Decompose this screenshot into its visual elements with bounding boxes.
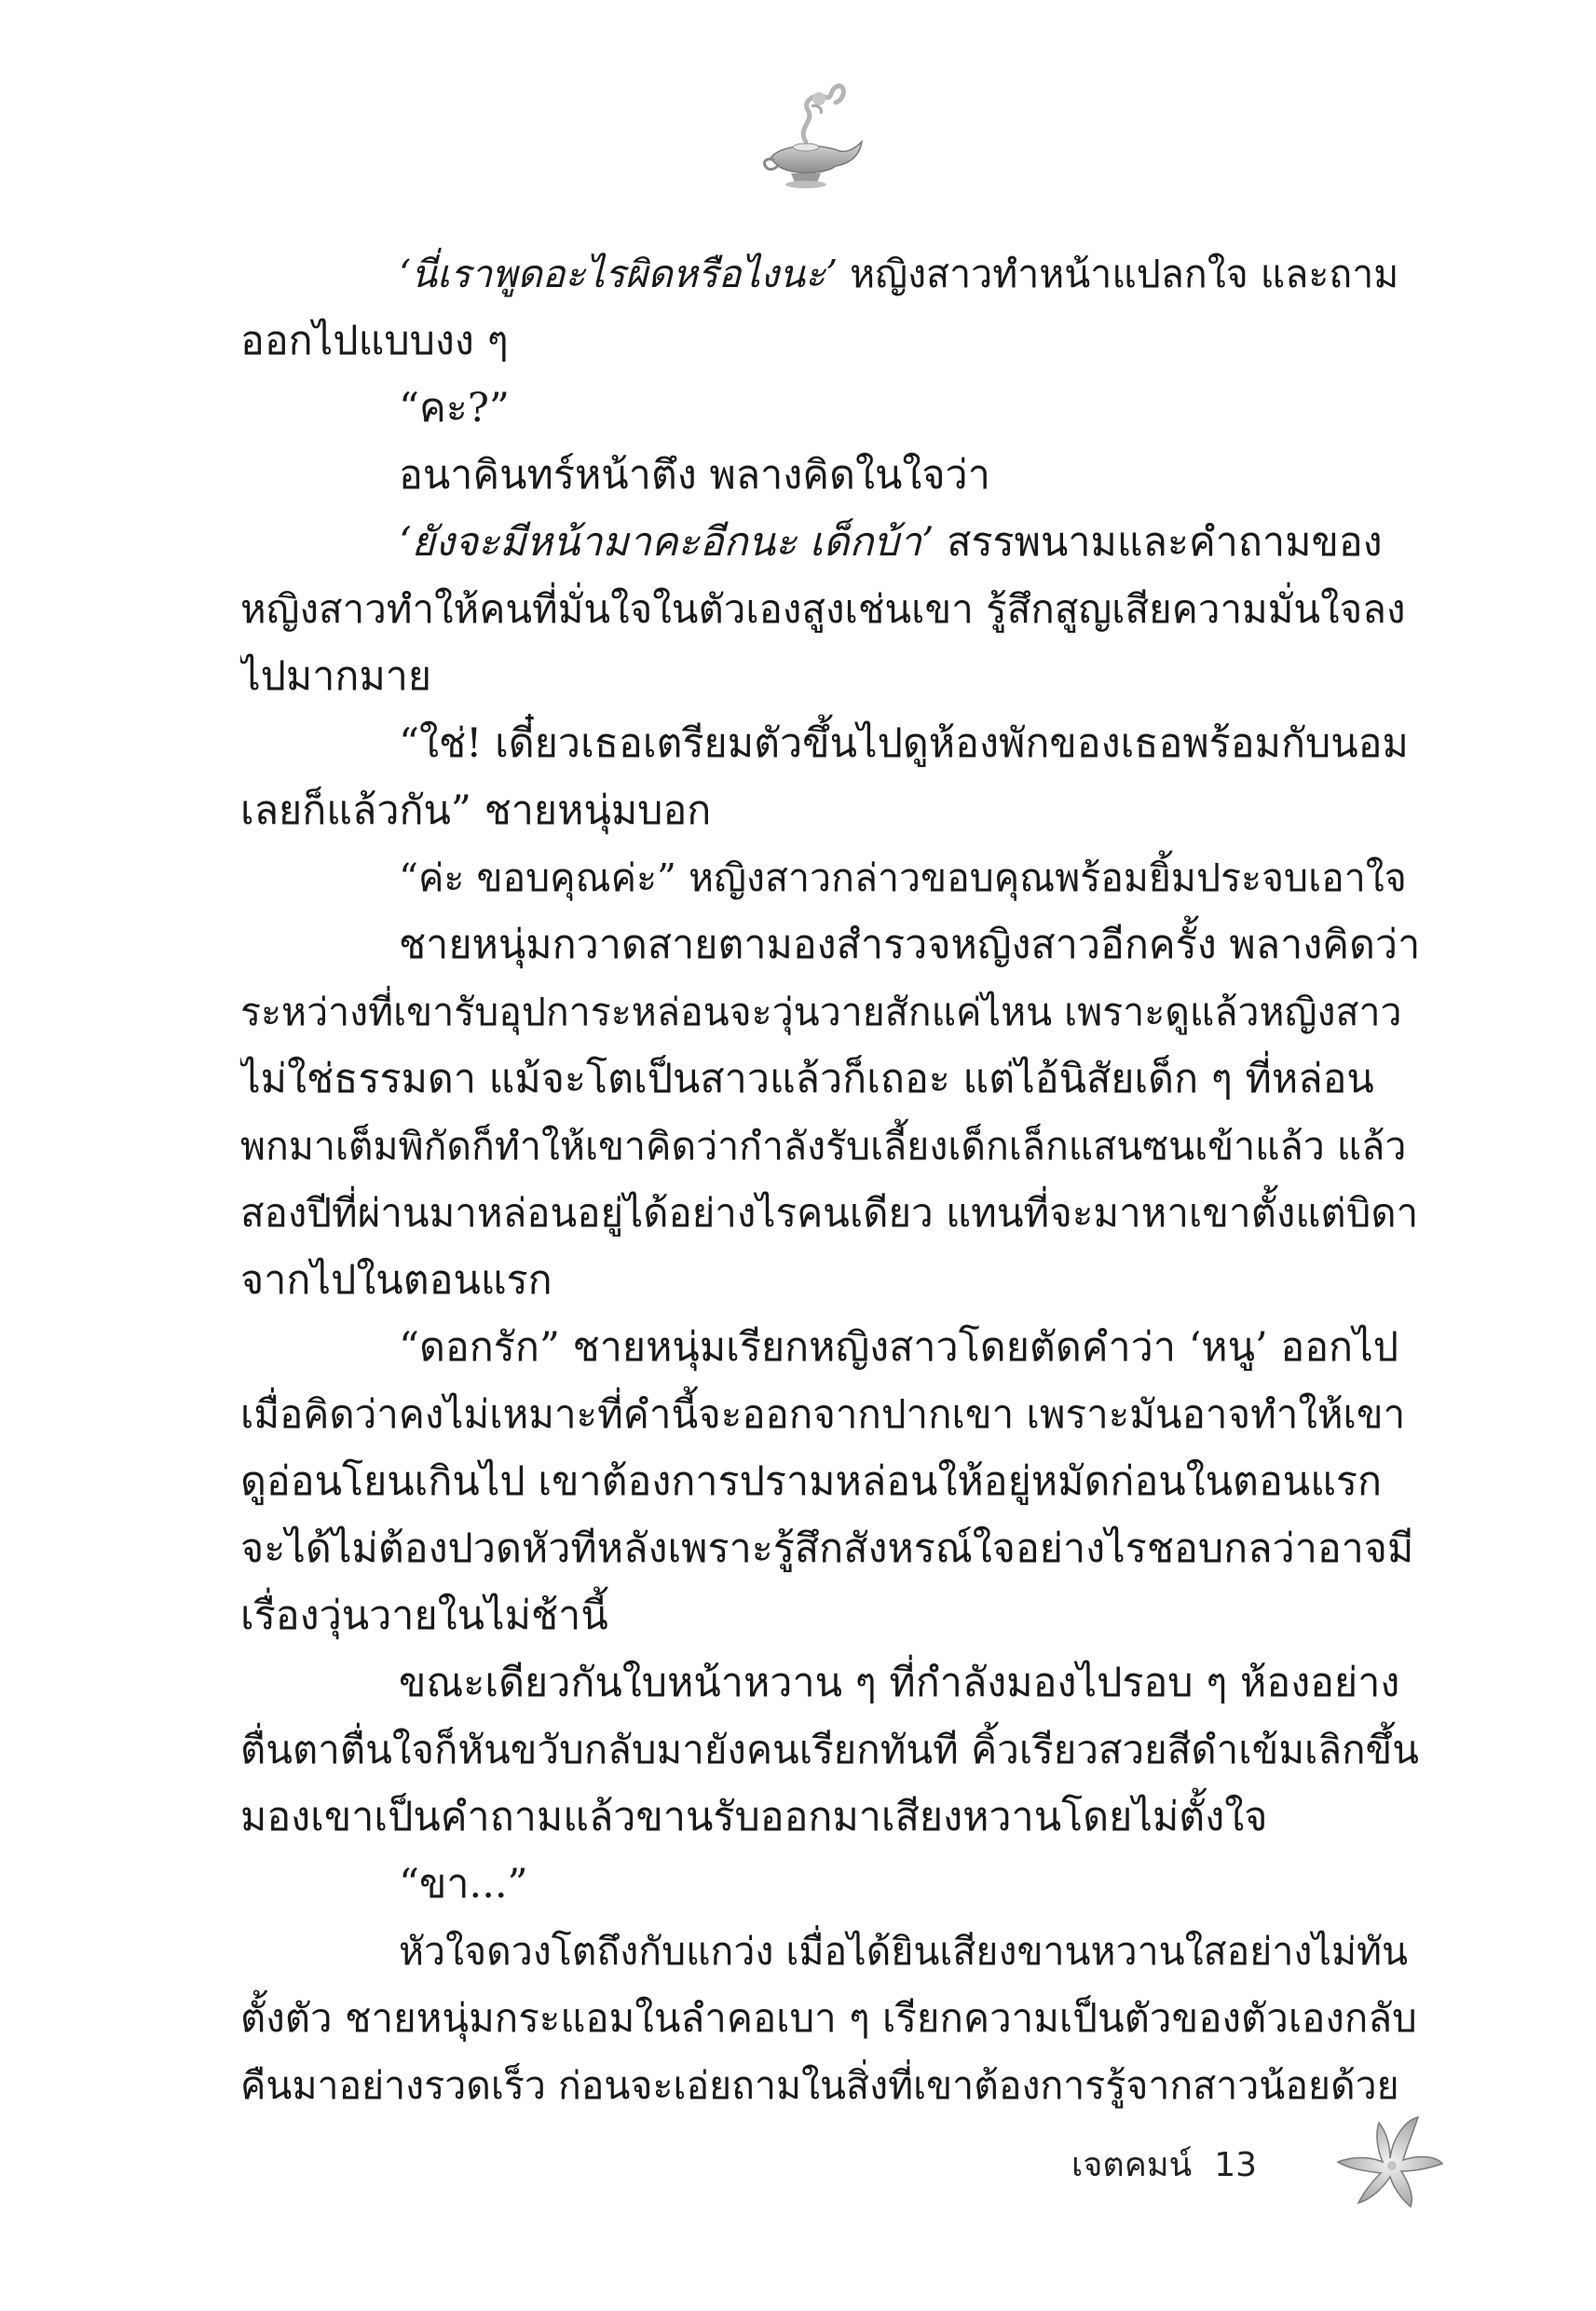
line-text: ขณะเดียวกันใบหน้าหวาน ๆ ที่กำลังมองไปรอบ ๆ ห้องอย่าง	[399, 1660, 1400, 1706]
line-text: พกมาเต็มพิกัดก็ทำให้เขาคิดว่ากำลังรับเลี้ยงเด็กเล็กแสนซนเข้าแล้ว แล้ว	[240, 1124, 1407, 1169]
line-text: จะได้ไม่ต้องปวดหัวทีหลังเพราะรู้สึกสังหรณ์ใจอย่างไรชอบกลว่าอาจมี	[240, 1525, 1414, 1572]
text-line	[240, 375, 1422, 442]
line-text: สรรพนามและคำถามของ	[934, 519, 1383, 566]
lamp-with-genie-icon	[750, 76, 871, 198]
text-line	[240, 1046, 1422, 1113]
italic-thought: ‘ยังจะมีหน้ามาคะอีกนะ เด็กบ้า’	[399, 519, 934, 566]
line-text: “ดอกรัก” ชายหนุ่มเรียกหญิงสาวโดยตัดคำว่า ‘หนู’ ออกไป	[399, 1324, 1398, 1371]
line-text: ออกไปแบบงง ๆ	[240, 318, 509, 364]
text-line	[240, 643, 1422, 710]
text-line	[240, 844, 1422, 911]
line-text: เลยก็แล้วกัน” ชายหนุ่มบอก	[240, 787, 712, 834]
line-text: ตั้งตัว ชายหนุ่มกระแอมในลำคอเบา ๆ เรียกความเป็นตัวของตัวเองกลับ	[240, 1995, 1417, 2041]
text-line	[240, 911, 1422, 978]
text-line	[240, 1851, 1422, 1918]
starfish-icon	[1334, 2113, 1444, 2210]
line-text: ตื่นตาตื่นใจก็หันขวับกลับมายังคนเรียกทันที คิ้วเรียวสวยสีดำเข้มเลิกขึ้น	[240, 1727, 1419, 1772]
text-line	[240, 1582, 1422, 1649]
text-line	[240, 240, 1422, 308]
line-text: “คะ?”	[399, 385, 510, 431]
text-line	[240, 509, 1422, 576]
text-line	[240, 1649, 1422, 1716]
text-line	[240, 978, 1422, 1046]
text-line	[240, 576, 1422, 643]
line-text: ไม่ใช่ธรรมดา แม้จะโตเป็นสาวแล้วก็เถอะ แต่ไอ้นิสัยเด็ก ๆ ที่หล่อน	[240, 1056, 1374, 1102]
line-text: ระหว่างที่เขารับอุปการะหล่อนจะวุ่นวายสักแค่ไหน เพราะดูแล้วหญิงสาว	[240, 990, 1402, 1034]
text-line	[240, 777, 1422, 844]
line-text: มองเขาเป็นคำถามแล้วขานรับออกมาเสียงหวานโดยไม่ตั้งใจ	[240, 1794, 1268, 1840]
text-line	[240, 1918, 1422, 1985]
line-text: เมื่อคิดว่าคงไม่เหมาะที่คำนี้จะออกจากปากเขา เพราะมันอาจทำให้เขา	[240, 1391, 1406, 1437]
line-text: จากไปในตอนแรก	[240, 1257, 552, 1304]
page-number: 13	[1214, 2146, 1258, 2184]
line-text: “ค่ะ ขอบคุณค่ะ” หญิงสาวกล่าวขอบคุณพร้อมยิ้มประจบเอาใจ	[399, 855, 1407, 900]
running-title: เจตคมน์	[1071, 2146, 1193, 2184]
line-text: “ใช่! เดี๋ยวเธอเตรียมตัวขึ้นไปดูห้องพักของเธอพร้อมกับนอม	[399, 720, 1409, 767]
page-footer	[1071, 2138, 1257, 2194]
line-text: ดูอ่อนโยนเกินไป เขาต้องการปรามหล่อนให้อยู่หมัดก่อนในตอนแรก	[240, 1458, 1383, 1505]
text-line	[240, 1381, 1422, 1448]
text-line	[240, 1113, 1422, 1180]
line-text: หญิงสาวทำหน้าแปลกใจ และถาม	[838, 252, 1399, 296]
line-text: คืนมาอย่างรวดเร็ว ก่อนจะเอ่ยถามในสิ่งที่เขาต้องการรู้จากสาวน้อยด้วย	[240, 2063, 1399, 2108]
line-text: เรื่องวุ่นวายในไม่ช้านี้	[240, 1593, 608, 1639]
line-text: อนาคินทร์หน้าตึง พลางคิดในใจว่า	[399, 452, 990, 499]
text-line	[240, 1180, 1422, 1247]
text-line	[240, 1515, 1422, 1582]
italic-thought: ‘นี่เราพูดอะไรผิดหรือไงนะ’	[399, 252, 839, 296]
text-line	[240, 1716, 1422, 1784]
line-text: ไปมากมาย	[240, 653, 432, 700]
text-line	[240, 1247, 1422, 1314]
body-text	[240, 240, 1422, 2119]
text-line	[240, 710, 1422, 777]
text-line	[240, 2052, 1422, 2119]
text-line	[240, 1985, 1422, 2052]
text-line	[240, 1448, 1422, 1515]
line-text: สองปีที่ผ่านมาหล่อนอยู่ได้อย่างไรคนเดียว แทนที่จะมาหาเขาตั้งแต่บิดา	[240, 1190, 1419, 1236]
text-line	[240, 442, 1422, 509]
line-text: หญิงสาวทำให้คนที่มั่นใจในตัวเองสูงเช่นเขา รู้สึกสูญเสียความมั่นใจลง	[240, 586, 1406, 632]
line-text: ชายหนุ่มกวาดสายตามองสำรวจหญิงสาวอีกครั้ง พลางคิดว่า	[399, 922, 1421, 968]
text-line	[240, 1784, 1422, 1851]
line-text: “ขา...”	[399, 1861, 528, 1908]
text-line	[240, 308, 1422, 375]
line-text: หัวใจดวงโตถึงกับแกว่ง เมื่อได้ยินเสียงขานหวานใสอย่างไม่ทัน	[399, 1929, 1409, 1974]
text-line	[240, 1314, 1422, 1381]
